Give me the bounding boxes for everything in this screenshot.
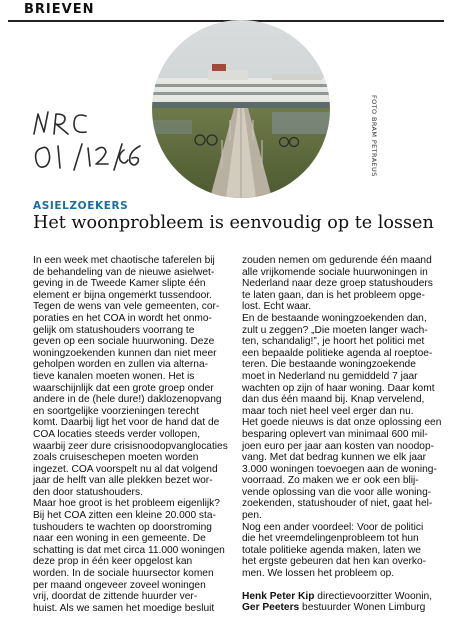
photo-credit: FOTO BRAM PETRAEUS <box>370 95 378 177</box>
text-line: een bepaalde politieke agenda al roeptoe- <box>242 347 433 359</box>
article-photo <box>152 20 330 198</box>
author-role: directievoorzitter Woonin, <box>314 590 433 602</box>
author-name: Ger Peeters <box>242 602 300 614</box>
text-line: ten, schandalig!”, je hoort het politici met <box>242 336 425 348</box>
text-line: zult u zeggen? „Die moeten langer wach- <box>242 324 428 336</box>
article-headline: Het woonprobleem is eenvoudig op te lossen <box>33 213 434 233</box>
cruise-ship-jetty-photo <box>152 20 330 198</box>
text-line: het ergste gebeuren dat hen kan overko- <box>242 556 427 568</box>
text-line: vrij, doordat de zittende huurder ver- <box>33 591 198 603</box>
text-line: ingezet. COA voorspelt nu al dat volgend <box>33 463 218 475</box>
text-line: deze prop in één keer opgelost kan <box>33 556 193 568</box>
text-line: COA locaties steeds verder vollopen, <box>33 428 201 440</box>
text-line: schatting is dat met circa 11.000 woningen <box>33 544 225 556</box>
text-line: vang. Met dat bedrag kunnen we elk jaar <box>242 452 427 464</box>
byline-author <box>242 602 444 614</box>
text-line: wachten op zijn of haar woning. Daar komt <box>242 382 435 394</box>
section-header <box>8 0 444 22</box>
text-line: Bij het COA zitten een kleine 20.000 sta- <box>33 510 216 522</box>
text-line: en soortgelijke voorzieningen terecht <box>33 405 199 417</box>
text-line: huist. Als we samen het moedige besluit <box>33 602 215 614</box>
text-line: pen. <box>242 510 262 522</box>
text-line: tushouders te wachten op doorstroming <box>33 521 212 533</box>
text-line: geven op een sociale huurwoning. Deze <box>33 336 215 348</box>
text-line: lost. Echt waar. <box>242 301 312 313</box>
author-byline <box>242 591 444 614</box>
text-line: 3.000 woningen toevoegen aan de woning- <box>242 463 437 475</box>
text-line: die het vreemdelingenprobleem tot hun <box>242 533 419 545</box>
text-line: te laten gaan, dan is het probleem opge- <box>242 289 425 301</box>
text-line: dan dus één maand bij. Knap vervelend, <box>242 394 425 406</box>
text-line: En de bestaande woningzoekenden dan, <box>242 312 427 324</box>
text-line: zouden nemen om gedurende één maand <box>242 255 432 266</box>
text-line: geving in de Tweede Kamer slipte één <box>33 278 206 290</box>
text-line: poraties en het COA in wordt het onmo- <box>33 312 212 324</box>
byline-author <box>242 591 444 603</box>
article-column-left <box>33 255 231 614</box>
section-label: BRIEVEN <box>24 2 95 17</box>
text-line: alle vrijkomende sociale huurwoningen in <box>242 266 428 278</box>
text-line: moet in Nederland nu gemiddeld 7 jaar <box>242 370 418 382</box>
handwritten-annotation <box>28 100 148 180</box>
text-line: zoekenden, statushouder of niet, gaat hel- <box>242 498 433 510</box>
text-line: men. We lossen het probleem op. <box>242 568 395 580</box>
text-line: In een week met chaotische taferelen bij <box>33 255 215 266</box>
text-line: komt. Daarbij ligt het voor de hand dat de <box>33 417 220 429</box>
text-line: vende oplossing van die voor alle woning- <box>242 486 432 498</box>
text-line: totale politieke agenda maken, laten we <box>242 544 421 556</box>
text-line: gelijk om statushouders voorrang te <box>33 324 195 336</box>
text-line: zoals cruiseschepen moeten worden <box>33 452 199 464</box>
text-line: Het goede nieuws is dat onze oplossing een <box>242 417 442 429</box>
text-line: Nog een ander voordeel: Voor de politici <box>242 521 424 533</box>
text-line: geholpen worden en zullen via alterna- <box>33 359 209 371</box>
text-line: waarbij zeer dure crisisnoodopvanglocaties <box>33 440 228 452</box>
text-line: voorraad. Zo maken we er ook een blij- <box>242 475 419 487</box>
text-line: den door statushouders. <box>33 486 143 498</box>
text-line: jaar de helft van alle plekken bezet wor- <box>33 475 213 487</box>
text-line: joen euro per jaar aan kosten van noodop- <box>242 440 435 452</box>
author-name: Henk Peter Kip <box>242 590 315 602</box>
text-line: per maand ongeveer zoveel woningen <box>33 579 206 591</box>
text-line: naar een woning in een gemeente. De <box>33 533 206 545</box>
text-line: tieve kanalen moeten wonen. Het is <box>33 370 195 382</box>
text-line: de behandeling van de nieuwe asielwet- <box>33 266 215 278</box>
text-line: worden. In de sociale huursector komen <box>33 568 214 580</box>
text-line: teren. Die bestaande woningzoekende <box>242 359 416 371</box>
article-column-right <box>242 255 444 614</box>
text-line: woningzoekenden kunnen dan niet meer <box>33 347 217 359</box>
text-line: element er bijna ongemerkt tussendoor. <box>33 289 212 301</box>
text-line: Nederland naar deze groep statushouders <box>242 278 433 290</box>
text-line: besparing oplevert van minimaal 600 mil- <box>242 428 428 440</box>
author-role: bestuurder Wonen Limburg <box>299 602 426 614</box>
text-line: waarschijnlijk dat een grote groep onder <box>33 382 214 394</box>
text-line: maar toch niet heel veel erger dan nu. <box>242 405 414 417</box>
article-kicker: ASIELZOEKERS <box>33 200 129 212</box>
text-line: andere in de (hele dure!) daklozenopvang <box>33 394 222 406</box>
text-line: Maar hoe groot is het probleem eigenlijk? <box>33 498 220 510</box>
text-line: Tegen de wens van vele gemeenten, cor- <box>33 301 220 313</box>
